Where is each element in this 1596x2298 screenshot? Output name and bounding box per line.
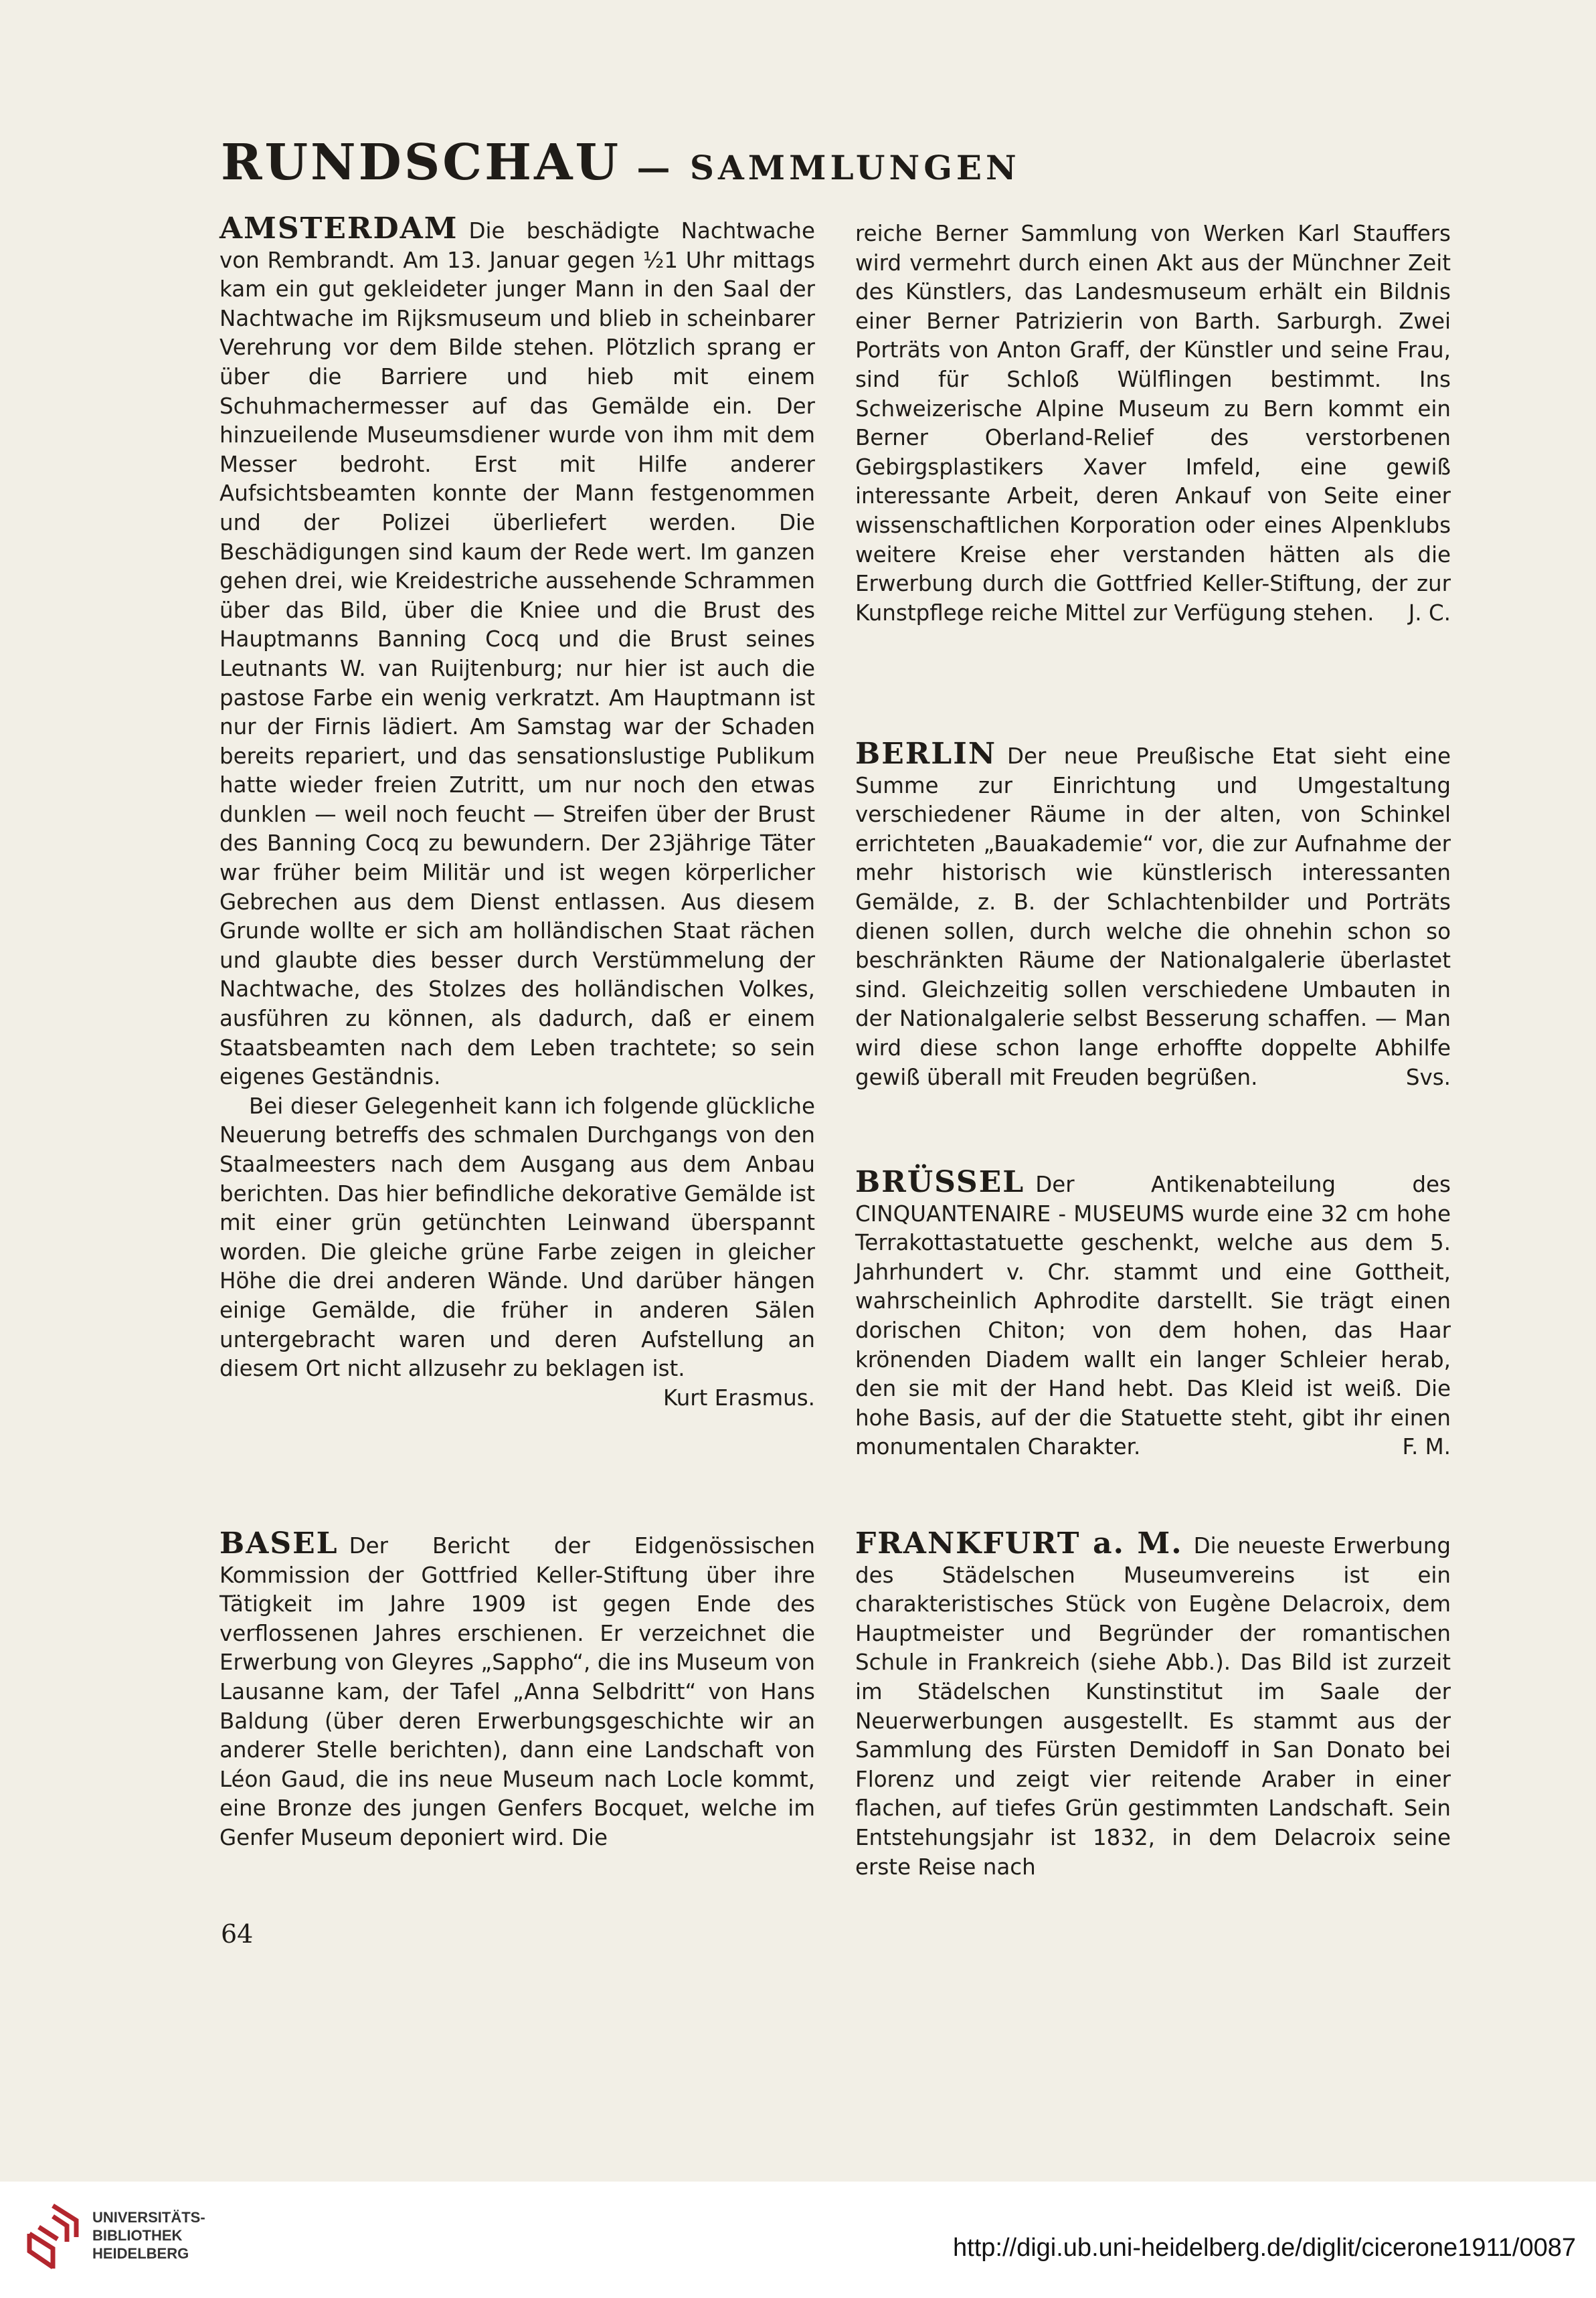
library-name-line: HEIDELBERG [92, 2245, 189, 2262]
article-signature: F. M. [1402, 1434, 1451, 1460]
article-bruessel [855, 1165, 1451, 1462]
article-text: Die neueste Erwerbung des Städelschen Museumvereins ist ein charakteristisches Stück von Eugène Delacroix, dem Hauptmeister und Begründer der romantischen Schule in Frankreich (siehe Abb.). Das Bild ist zurzeit im Städelschen Kunstinstitut im Saale der Neuerwerbungen ausgestellt. Es stammt aus der Sammlung des Fürsten Demidoff in San Donato bei Florenz und zeigt vier reitende Araber in einer flachen, auf tiefes Grün gestimmten Landschaft. Sein Entstehungsjahr ist 1832, in dem Delacroix seine erste Reise nach [855, 1533, 1451, 1880]
footer-bar [0, 2182, 1596, 2298]
article-signature: Svs. [1405, 1064, 1451, 1090]
article-signature: J. C. [1408, 600, 1451, 626]
article-text: Die beschädigte Nachtwache von Rembrandt. Am 13. Januar gegen ½1 Uhr mittags kam ein gut gekleideter junger Mann in den Saal der Nachtwache im Rijksmuseum und blieb in scheinbarer Verehrung vor dem Bilde stehen. Plötzlich sprang er über die Barriere und hieb mit einem Schuhmachermesser auf das Gemälde ein. Der hinzueilende Museumsdiener wurde von ihm mit dem Messer bedroht. Erst mit Hilfe anderer Aufsichtsbeamten konnte der Mann festgenommen und der Polizei überliefert werden. Die Beschädigungen sind kaum der Rede wert. Im ganzen gehen drei, wie Kreidestriche aussehende Schrammen über das Bild, über die Kniee und die Brust des Hauptmanns Banning Cocq und die Brust seines Leutnants W. van Ruijtenburg; nur hier ist auch die pastose Farbe ein wenig verkratzt. Am Hauptmann ist nur der Firnis lädiert. Am Samstag war der Schaden bereits repariert, und das sensationslustige Publikum hatte wieder freien Zutritt, um nur noch den etwas dunklen — weil noch feucht — Streifen über der Brust des Banning Cocq zu bewundern. Der 23jährige Täter war früher beim Militär und ist wegen körperlicher Gebrechen aus dem Dienst entlassen. Aus diesem Grunde wollte er sich am holländischen Staat rächen und glaubte dies besser durch Verstümmelung der Nachtwache, des Stolzes des holländischen Volkes, ausführen zu können, als dadurch, daß er einem Staatsbeamten nach dem Leben trachtete; so sein eigenes Geständnis. [219, 218, 815, 1090]
city-heading-amsterdam: AMSTERDAM [219, 211, 458, 246]
article-text: Bei dieser Gelegenheit kann ich folgende glückliche Neuerung betreffs des schmalen Durchgangs von den Staalmeesters nach dem Ausgang aus dem Anbau berichten. Das hier befindliche dekorative Gemälde ist mit einer grün getünchten Leinwand überspannt worden. Die gleiche grüne Farbe zeigen in gleicher Höhe die drei anderen Wände. Und darüber hängen einige Gemälde, die früher in anderen Sälen untergebracht waren und deren Aufstellung an diesem Ort nicht allzusehr zu beklagen ist. [219, 1093, 815, 1382]
city-heading-bruessel: BRÜSSEL [855, 1165, 1025, 1199]
article-text: Der Antikenabteilung des CINQUANTENAIRE - MUSEUMS wurde eine 32 cm hohe Terrakottastatuette geschenkt, welche aus dem 5. Jahrhundert v. Chr. stammt und eine Gottheit, wahrscheinlich Aphrodite darstellt. Sie trägt einen dorischen Chiton; von dem hohen, das Haar krönenden Diadem wallt ein langer Schleier herab, den sie mit der Hand hebt. Das Kleid ist weiß. Die hohe Basis, auf der die Statuette steht, gibt ihr einen monumentalen Charakter. [855, 1172, 1451, 1460]
library-name-line: UNIVERSITÄTS- [92, 2209, 205, 2226]
city-heading-basel: BASEL [219, 1526, 339, 1561]
article-berlin [855, 739, 1451, 1092]
article-text: reiche Berner Sammlung von Werken Karl Stauffers wird vermehrt durch einen Akt aus der Münchner Zeit des Künstlers, das Landesmuseum erhält ein Bildnis einer Berner Patrizierin von Barth. Sarburgh. Zwei Porträts von Anton Graff, der Künstler und seine Frau, sind für Schloß Wülflingen bestimmt. Ins Schweizerische Alpine Museum zu Bern kommt ein Berner Oberland-Relief des verstorbenen Gebirgsplastikers Xaver Imfeld, eine gewiß interessante Arbeit, deren Ankauf von Seite einer wissenschaftlichen Korporation oder eines Alpenklubs weitere Kreise eher verstanden hätten als die Erwerbung durch die Gottfried Keller-Stiftung, der zur Kunstpflege reiche Mittel zur Verfügung stehen. [855, 221, 1451, 626]
library-name-line: BIBLIOTHEK [92, 2227, 183, 2244]
library-logo-icon [23, 2200, 83, 2274]
article-basel [219, 1526, 815, 1853]
city-heading-frankfurt: FRANKFURT a. M. [855, 1526, 1183, 1561]
article-amsterdam [219, 211, 815, 1413]
page-title-main: RUNDSCHAU [221, 134, 622, 191]
article-frankfurt [855, 1526, 1451, 1882]
article-signature: Kurt Erasmus. [663, 1385, 815, 1411]
article-text: Der neue Preußische Etat sieht eine Summe zur Einrichtung und Umgestaltung verschiedener Räume in der alten, von Schinkel errichteten „Bauakademie“ vor, die zur Aufnahme der mehr historisch wie künstlerisch interessanten Gemälde, z. B. der Schlachtenbilder und Porträts dienen sollen, durch welche die ohnehin schon so beschränkten Räume der Nationalgalerie überlastet sind. Gleichzeitig sollen verschiedene Umbauten in der Nationalgalerie selbst Besserung schaffen. — Man wird diese schon lange erhoffte doppelte Abhilfe gewiß überall mit Freuden begrüßen. [855, 743, 1451, 1090]
article-text: Der Bericht der Eidgenössischen Kommission der Gottfried Keller-Stiftung über ihre Tätigkeit im Jahre 1909 ist gegen Ende des verflossenen Jahres erschienen. Er verzeichnet die Erwerbung von Gleyres „Sappho“, die ins Museum von Lausanne kam, der Tafel „Anna Selbdritt“ von Hans Baldung (über deren Erwerbungsgeschichte wir an anderer Stelle berichten), dann eine Landschaft von Léon Gaud, die ins neue Museum nach Locle kommt, eine Bronze des jungen Genfers Bocquet, welche im Genfer Museum deponiert wird. Die [219, 1533, 815, 1850]
source-url-link[interactable]: http://digi.ub.uni-heidelberg.de/diglit/cicerone1911/0087 [953, 2234, 1576, 2262]
page-title [221, 134, 1021, 191]
city-heading-berlin: BERLIN [855, 737, 997, 771]
library-name [92, 2208, 205, 2263]
page-title-sub: SAMMLUNGEN [689, 148, 1021, 187]
article-basel-continued [855, 219, 1451, 628]
page-title-dash: — [621, 148, 690, 187]
page-number: 64 [221, 1919, 254, 1949]
